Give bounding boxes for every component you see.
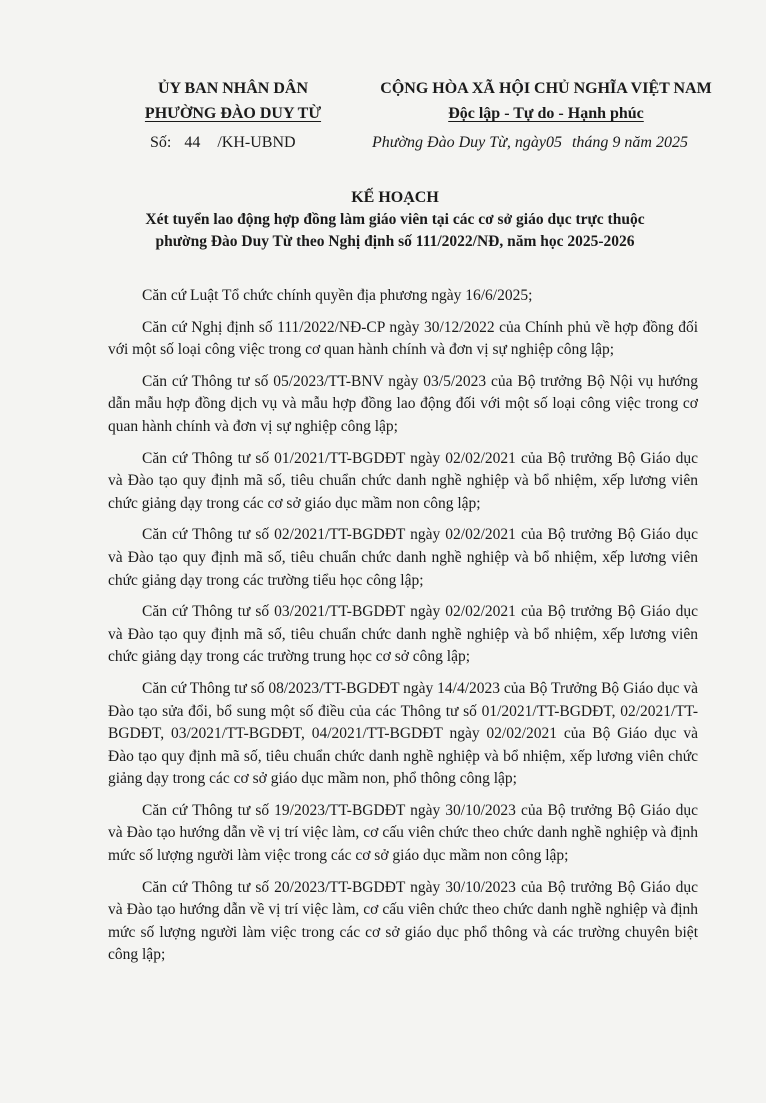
doc-number-value: 44 <box>184 134 201 151</box>
legal-basis-paragraph: Căn cứ Thông tư số 05/2023/TT-BNV ngày 03/5/2023 của Bộ trưởng Bộ Nội vụ hướng dẫn mẫu hợp đồng dịch vụ và mẫu hợp đồng lao động đối với một số loại công việc trong cơ quan hành chính và đơn vị sự nghiệp công lập; <box>108 372 698 435</box>
motto-text: Độc lập - Tự do - Hạnh phúc <box>448 105 644 122</box>
ward-name <box>118 101 348 126</box>
legal-basis-paragraph: Căn cứ Thông tư số 03/2021/TT-BGDĐT ngày 02/02/2021 của Bộ trưởng Bộ Giáo dục và Đào tạo quy định mã số, tiêu chuẩn chức danh nghề nghiệp và bổ nhiệm, xếp lương viên chức giảng dạy trong các trường trung học cơ sở công lập; <box>108 603 698 666</box>
document-number <box>150 134 296 152</box>
doc-number-label: Số: <box>150 134 172 151</box>
legal-basis-paragraph: Căn cứ Thông tư số 20/2023/TT-BGDĐT ngày 30/10/2023 của Bộ trưởng Bộ Giáo dục và Đào tạo hướng dẫn về vị trí việc làm, cơ cấu viên chức theo chức danh nghề nghiệp và định mức số lượng người làm việc trong các cơ sở giáo dục phổ thông và các trường chuyên biệt công lập; <box>108 878 698 964</box>
legal-basis-paragraph: Căn cứ Thông tư số 19/2023/TT-BGDĐT ngày 30/10/2023 của Bộ trưởng Bộ Giáo dục và Đào tạo hướng dẫn về vị trí việc làm, cơ cấu viên chức theo chức danh nghề nghiệp và định mức số lượng người làm việc trong các cơ sở giáo dục mầm non công lập; <box>108 801 698 865</box>
date-day: 05 <box>545 134 562 151</box>
document-body <box>108 285 698 976</box>
title-main: KẾ HOẠCH <box>351 189 439 206</box>
authority-name: ỦY BAN NHÂN DÂN <box>157 80 309 97</box>
motto <box>360 101 732 126</box>
issuing-authority <box>118 76 348 126</box>
country-name: CỘNG HÒA XÃ HỘI CHỦ NGHĨA VIỆT NAM <box>380 80 712 97</box>
doc-number-code: /KH-UBND <box>217 134 296 151</box>
place-date <box>372 134 688 152</box>
title-sub-line-1: Xét tuyển lao động hợp đồng làm giáo viên tại các cơ sở giáo dục trực thuộc <box>145 211 645 228</box>
legal-basis-paragraph: Căn cứ Nghị định số 111/2022/NĐ-CP ngày 30/12/2022 của Chính phủ về hợp đồng đối với một số loại công việc trong cơ quan hành chính và đơn vị sự nghiệp công lập; <box>108 318 698 359</box>
national-motto <box>360 76 732 126</box>
legal-basis-paragraph: Căn cứ Thông tư số 01/2021/TT-BGDĐT ngày 02/02/2021 của Bộ trưởng Bộ Giáo dục và Đào tạo quy định mã số, tiêu chuẩn chức danh nghề nghiệp và bổ nhiệm, xếp lương viên chức giảng dạy trong các cơ sở giáo dục mầm non công lập; <box>108 449 698 512</box>
legal-basis-paragraph: Căn cứ Luật Tổ chức chính quyền địa phương ngày 16/6/2025; <box>142 287 533 304</box>
ward-name-text: PHƯỜNG ĐÀO DUY TỪ <box>144 105 322 122</box>
legal-basis-paragraph: Căn cứ Thông tư số 08/2023/TT-BGDĐT ngày 14/4/2023 của Bộ Trưởng Bộ Giáo dục và Đào tạo sửa đổi, bổ sung một số điều của các Thông tư số 01/2021/TT-BGDĐT, 02/2021/TT-BGDĐT, 03/2021/TT-BGDĐT, 04/2021/TT-BGDĐT ngày 02/02/2021 của Bộ Giáo dục và Đào tạo quy định mã số, tiêu chuẩn chức danh nghề nghiệp và bổ nhiệm, xếp lương viên chức giảng dạy trong các cơ sở giáo dục mầm non, phổ thông công lập; <box>108 679 698 788</box>
document-title <box>90 187 700 253</box>
place-date-prefix: Phường Đào Duy Từ, ngày <box>372 134 546 151</box>
date-month-year: tháng 9 năm 2025 <box>571 134 688 151</box>
legal-basis-paragraph: Căn cứ Thông tư số 02/2021/TT-BGDĐT ngày 02/02/2021 của Bộ trưởng Bộ Giáo dục và Đào tạo quy định mã số, tiêu chuẩn chức danh nghề nghiệp và bổ nhiệm, xếp lương viên chức giảng dạy trong các trường tiểu học công lập; <box>108 526 698 589</box>
title-sub-line-2: phường Đào Duy Từ theo Nghị định số 111/2022/NĐ, năm học 2025-2026 <box>155 233 635 250</box>
